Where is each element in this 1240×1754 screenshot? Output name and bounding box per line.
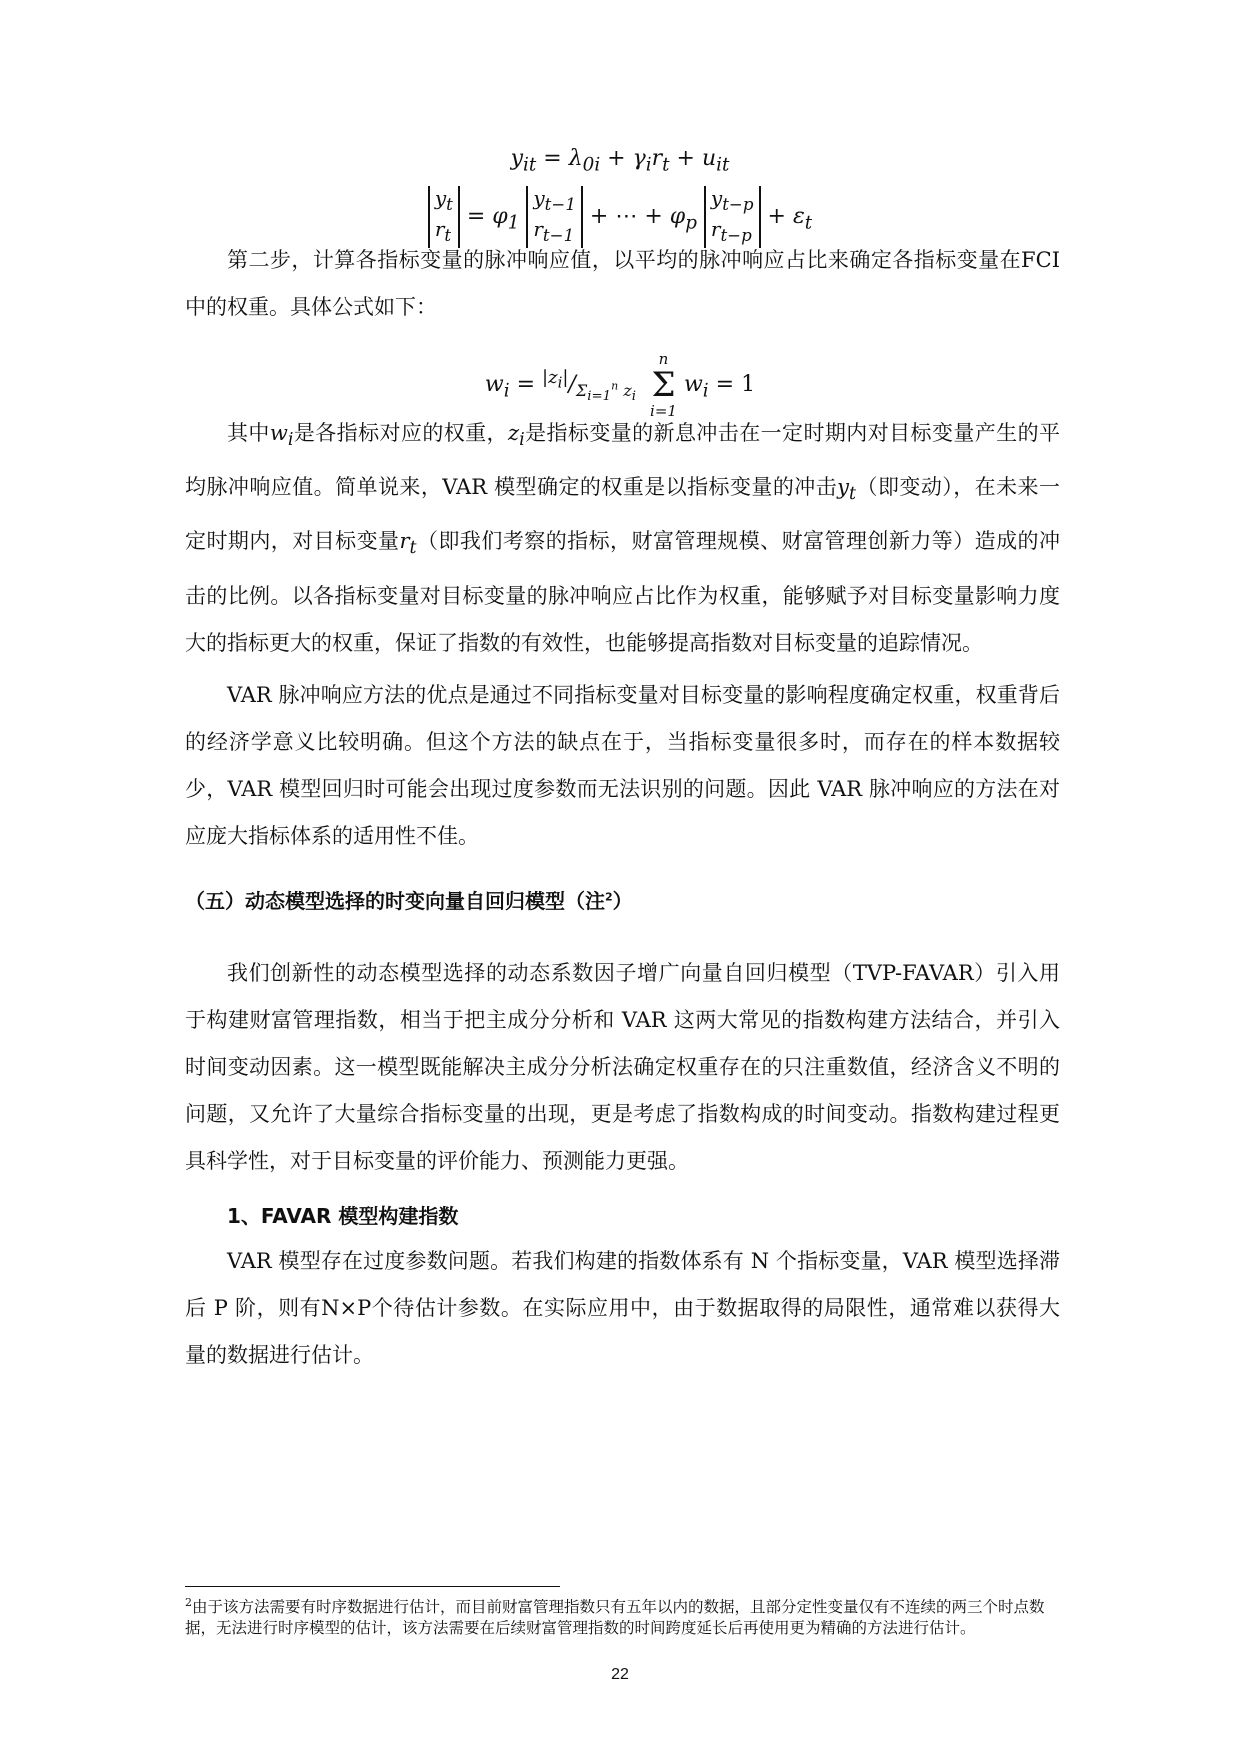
heading-5-text: （五）动态模型选择的时变向量自回归模型（注 — [185, 889, 605, 913]
heading-5-close: ） — [612, 889, 633, 913]
footnote-divider — [185, 1586, 560, 1587]
p2-part-a: 其中 — [227, 421, 270, 445]
paragraph-var-overparam: VAR 模型存在过度参数问题。若我们构建的指数体系有 N 个指标变量，VAR 模型选择滞后 P 阶，则有N×P个待估计参数。在实际应用中，由于数据取得的局限性，通常难以获得大量的数据进行估计。 — [185, 1249, 1060, 1367]
paragraph-var-pros-cons: VAR 脉冲响应方法的优点是通过不同指标变量对目标变量的影响程度确定权重，权重背后的经济学意义比较明确。但这个方法的缺点在于，当指标变量很多时，而存在的样本数据较少，VAR 模型回归时可能会出现过度参数而无法识别的问题。因此 VAR 脉冲响应的方法在对应庞大指标体系的适用性不佳。 — [185, 683, 1060, 848]
section-heading-5 — [185, 885, 633, 914]
footnote — [185, 1592, 1060, 1639]
equation-1: $y_{it} = \lambda_{0i} + \gamma_ir_t + u_{it}$ — [510, 146, 730, 176]
p2-part-e: （即我们考察的指标，财富管理规模、财富管理创新力等）造成的冲击的比例。以各指标变量对目标变量的脉冲响应占比作为权重，能够赋予对目标变量影响力度大的指标更大的权重，保证了指数的有效性，也能够提高指数对目标变量的追踪情况。 — [185, 529, 1061, 655]
equation-2: $y_t$ $r_t = \varphi_1$ $y_{t-1}$ $r_{t-1}$ + ⋯ + $\varphi_p$ $y_{t-p}$ $r_{t-p} + \varepsilon_t$ — [0, 186, 1240, 248]
p2-part-b: 是各指标对应的权重， — [293, 421, 508, 445]
paragraph-tvp-favar: 我们创新性的动态模型选择的动态系数因子增广向量自回归模型（TVP-FAVAR）引入用于构建财富管理指数，相当于把主成分分析和 VAR 这两大常见的指数构建方法结合，并引入时间变动因素。这一模型既能解决主成分分析法确定权重存在的只注重数值，经济含义不明的问题，又允许了大量综合指标变量的出现，更是考虑了指数构成的时间变动。指数构建过程更具科学性，对于目标变量的评价能力、预测能力更强。 — [185, 961, 1060, 1173]
footnote-text: 由于该方法需要有时序数据进行估计，而目前财富管理指数只有五年以内的数据，且部分定性变量仅有不连续的两三个时点数据，无法进行时序模型的估计，该方法需要在后续财富管理指数的时间跨度延长后再使用更为精确的方法进行估计。 — [185, 1598, 1045, 1638]
heading-5-footnote-mark: 2 — [605, 890, 613, 904]
equation-3: $w_i = ^{|z_i|}/_{\Sigma_{i=1}^n z_i}$ n Σ i=1 $w_i = 1$ — [484, 350, 756, 420]
subheading-favar: 1、FAVAR 模型构建指数 — [227, 1204, 459, 1228]
p2-part-c: 是指标变量的新息冲击在一定时期内对目标变量产生的平均脉冲响应值。简单说来，VAR 模型确定的权重是以指标变量的冲击 — [185, 421, 1061, 500]
paragraph-step-two: 第二步，计算各指标变量的脉冲响应值，以平均的脉冲响应占比来确定各指标变量在FCI 中的权重。具体公式如下： — [185, 248, 1060, 319]
footnote-mark: 2 — [185, 1596, 192, 1609]
paragraph-weights-explanation: 其中$w_i$是各指标对应的权重，$z_i$是指标变量的新息冲击在一定时期内对目标变量产生的平均脉冲响应值。简单说来，VAR 模型确定的权重是以指标变量的冲击$y_t$（即变动），在未来一定时期内，对目标变量$r_t$（即我们考察的指标，财富管理规模、财富管理创新力等）造成的冲击的比例。以各指标变量对目标变量的脉冲响应占比作为权重，能够赋予对目标变量影响力度大的指标更大的权重，保证了指数的有效性，也能够提高指数对目标变量的追踪情况。 — [185, 421, 1061, 655]
page-number: 22 — [611, 1666, 629, 1683]
p2-part-d: （即变动），在未来一定时期内，对目标变量 — [185, 475, 1060, 554]
